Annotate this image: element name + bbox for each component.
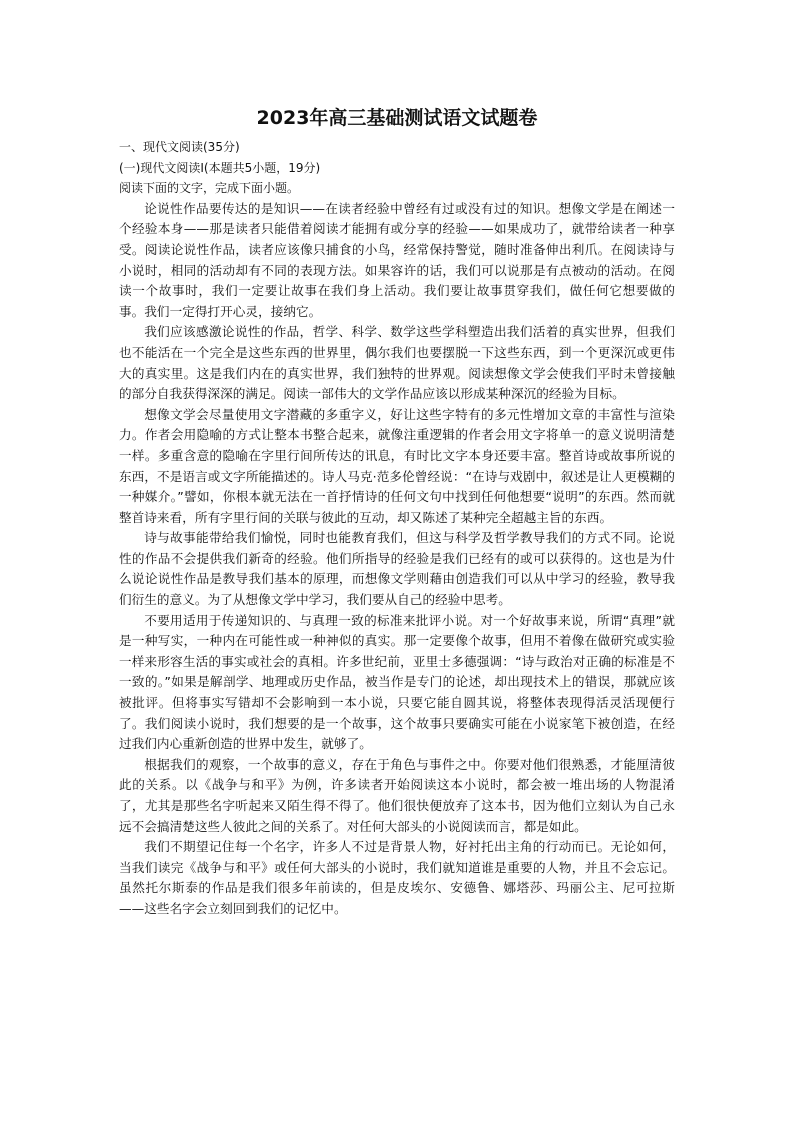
passage-paragraph-1: 论说性作品要传达的是知识——在读者经验中曾经有过或没有过的知识。想像文学是在阐述一个经验本身——那是读者只能借着阅读才能拥有或分享的经验——如果成功了，就带给读者一种享受。阅读论说性作品，读者应该像只捕食的小鸟，经常保持警觉，随时准备伸出利爪。在阅读诗与小说时，相同的活动却有不同的表现方法。如果容许的话，我们可以说那是有点被动的活动。在阅读一个故事时，我们一定要让故事在我们身上活动。我们要让故事贯穿我们，做任何它想要做的事。我们一定得打开心灵，接纳它。 <box>119 200 675 319</box>
passage-paragraph-2: 我们应该感激论说性的作品，哲学、科学、数学这些学科塑造出我们活着的真实世界，但我们也不能活在一个完全是这些东西的世界里，偶尔我们也要摆脱一下这些东西，到一个更深沉或更伟大的真实里。这是我们内在的真实世界，我们独特的世界观。阅读想像文学会使我们平时未曾接触的部分自我获得深深的满足。阅读一部伟大的文学作品应该以形成某种深沉的经验为目标。 <box>119 324 675 402</box>
exam-page <box>119 106 675 920</box>
subsection-heading: (一)现代文阅读Ⅰ(本题共5小题，19分) <box>119 160 321 175</box>
passage-paragraph-5: 不要用适用于传递知识的、与真理一致的标准来批评小说。对一个好故事来说，所谓“真理”就是一种写实，一种内在可能性或一种神似的真实。那一定要像个故事，但用不着像在做研究或实验一样来形容生活的事实或社会的真相。许多世纪前，亚里士多德强调：“诗与政治对正确的标准是不一致的。”如果是解剖学、地理或历史作品，被当作是专门的论述，却出现技术上的错误，那就应该被批评。但将事实写错却不会影响到一本小说，只要它能自圆其说，将整体表现得活灵活现便行了。我们阅读小说时，我们想要的是一个故事，这个故事只要确实可能在小说家笔下被创造，在经过我们内心重新创造的世界中发生，就够了。 <box>119 612 675 752</box>
page-title: 2023年高三基础测试语文试题卷 <box>256 107 538 129</box>
passage-paragraph-3: 想像文学会尽量使用文字潜藏的多重字义，好让这些字特有的多元性增加文章的丰富性与渲染力。作者会用隐喻的方式让整本书整合起来，就像注重逻辑的作者会用文字将单一的意义说明清楚一样。多重含意的隐喻在字里行间所传达的讯息，有时比文字本身还要丰富。整首诗或故事所说的东西，不是语言或文字所能描述的。诗人马克·范多伦曾经说：“在诗与戏剧中，叙述是让人更模糊的一种媒介。”譬如，你根本就无法在一首抒情诗的任何文句中找到任何他想要“说明”的东西。然而就整首诗来看，所有字里行间的关联与彼此的互动，却又陈述了某种完全超越主旨的东西。 <box>119 406 675 525</box>
section-heading: 一、现代文阅读(35分) <box>119 140 240 154</box>
passage-paragraph-7: 我们不期望记住每一个名字，许多人不过是背景人物，好衬托出主角的行动而已。无论如何，当我们读完《战争与和平》或任何大部头的小说时，我们就知道谁是重要的人物，并且不会忘记。虽然托尔斯泰的作品是我们很多年前读的，但是皮埃尔、安德鲁、娜塔莎、玛丽公主、尼可拉斯——这些名字会立刻回到我们的记忆中。 <box>119 839 675 916</box>
passage-paragraph-4: 诗与故事能带给我们愉悦，同时也能教育我们，但这与科学及哲学教导我们的方式不同。论说性的作品不会提供我们新奇的经验。他们所指导的经验是我们已经有的或可以获得的。这也是为什么说论说性作品是教导我们基本的原理，而想像文学则藉由创造我们可以从中学习的经验，教导我们衍生的意义。为了从想像文学中学习，我们要从自己的经验中思考。 <box>119 530 675 608</box>
reading-instruction: 阅读下面的文字，完成下面小题。 <box>119 181 300 196</box>
passage-paragraph-6: 根据我们的观察，一个故事的意义，存在于角色与事件之中。你要对他们很熟悉，才能厘清彼此的关系。以《战争与和平》为例，许多读者开始阅读这本小说时，都会被一堆出场的人物混淆了，尤其是那些名字听起来又陌生得不得了。他们很快便放弃了这本书，因为他们立刻认为自己永远不会搞清楚这些人彼此之间的关系了。对任何大部头的小说阅读而言，都是如此。 <box>119 756 675 834</box>
